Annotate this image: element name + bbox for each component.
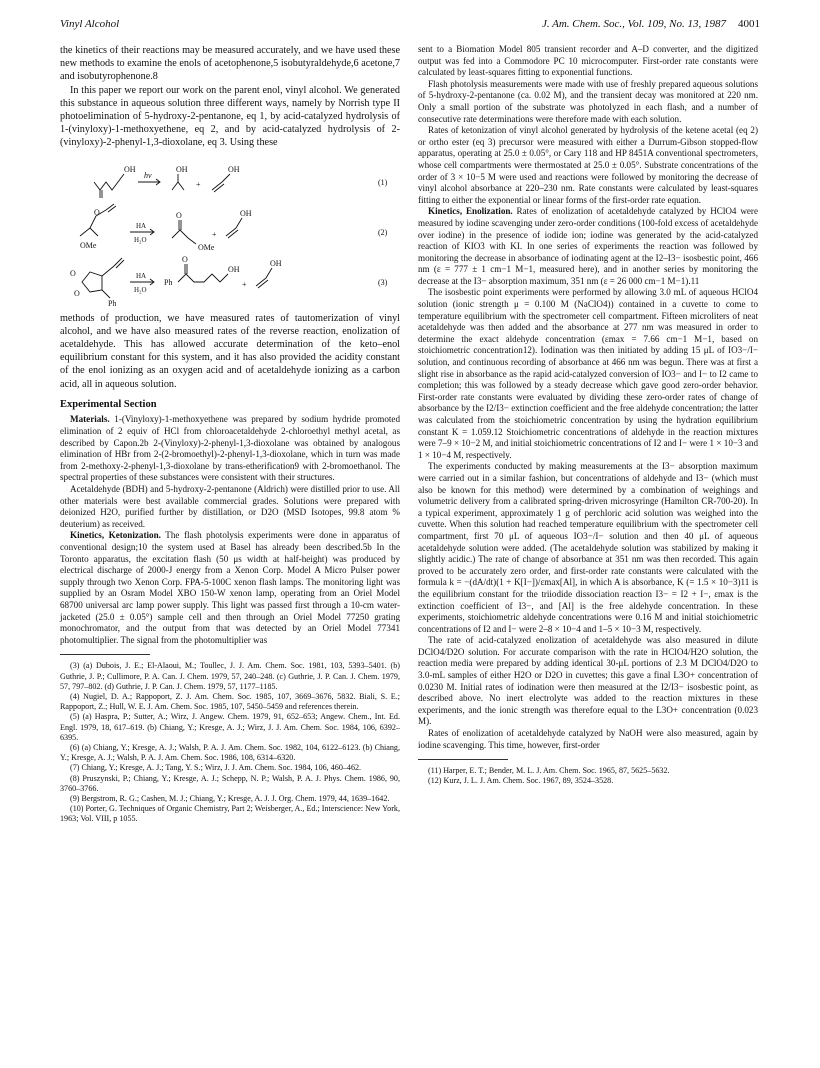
water-label: H₂O — [134, 235, 147, 244]
methoxy-label: OMe — [80, 240, 97, 250]
body-paragraph: Rates of ketonization of vinyl alcohol generated by hydrolysis of the ketene acetal (eq 2) or ortho ester (eq 3) precursor were measured with either a Durrum-Gibson stopped-flow apparatus, operating at 25.0 ± 0.05°, or Cary 118 and HP 8451A conventional spectrometers, whose cell compartments were thermostated at 25.0 ± 0.05°. Substrate concentrations of the order of 3 × 10−5 M were used and reactions were followed by monitoring the decrease of vinyl alcohol absorbance at 220–230 nm. Rate constants were calculated by least-squares fitting to either the exponential or linear forms of the first-order rate equation. — [418, 125, 758, 205]
equation-number: (3) — [378, 277, 388, 287]
ethylene — [214, 184, 224, 192]
plus-sign: + — [242, 279, 247, 289]
footnote: (9) Bergstrom, R. G.; Cashen, M. J.; Chiang, Y.; Kresge, A. J. J. Org. Chem. 1979, 44, 1639–1642. — [70, 793, 390, 803]
oxygen-label: O — [176, 210, 182, 220]
vinyl-double-bond — [106, 204, 114, 210]
enolization-paragraph — [418, 206, 758, 287]
footnote: (11) Harper, E. T.; Bender, M. L. J. Am. Chem. Soc. 1965, 87, 5625–5632. — [428, 766, 670, 776]
body-paragraph: The isosbestic point experiments were performed by allowing 3.0 mL of aqueous HClO4 solution (ionic strength μ = 0.100 M (NaClO4)) contained in a cuvette to come to temperature equilibrium with the spectrometer cell compartment. Fifteen microliters of neat acetaldehyde was then added and the absorbance at 277 nm was measured in order to determine the exact aldehyde concentration (εmax = 7.66 cm−1 M−1, based on stoichiometric concentration12). Iodination was then initiated by adding 15 μL of IO3−/I− solution, and continuous recording of absorbance at 466 nm was begun. There was at first a slight rise in absorbance as the rapid acid-catalyzed conversion of IO3− and I− to I2 came to completion; this was followed by a steady decrease which gave good zero-order behavior. First-order rate constants were evaluated by dividing these zero-order rates of change of absorbance by the I2/I3− extinction coefficient and the free aldehyde concentration; the latter was calculated from the stoichiometric concentration by using the hydration equilibrium constant K = 1.059.12 Stoichiometric concentrations of aldehyde in the reaction mixtures were 7–9 × 10−2 M, and initial stoichiometric concentrations of I2 and I− were 1 × 10−3 and 1 × 10−4 M, respectively. — [418, 287, 758, 460]
hydroxyl-label: OH — [228, 164, 240, 174]
oxygen-label: O — [94, 207, 100, 217]
hydroxyl-label: OH — [124, 164, 136, 174]
reaction-schemes — [60, 154, 400, 308]
body-paragraph: Acetaldehyde (BDH) and 5-hydroxy-2-pentanone (Aldrich) were distilled prior to use. All other materials were best available commercial grades. Solutions were prepared with deionized H2O, purified further by distillation, or D2O (MSD Isotopes, 99.8 atom % deuterium) as received. — [60, 484, 400, 529]
hydroxyl-label: OH — [176, 164, 188, 174]
left-column — [60, 44, 400, 825]
oxygen-label: O — [70, 268, 76, 278]
equation-number: (1) — [378, 177, 388, 187]
journal-citation — [542, 18, 760, 30]
footnote: (12) Kurz, J. L. J. Am. Chem. Soc. 1967, 89, 3524–3528. — [428, 776, 614, 786]
body-paragraph: Rates of enolization of acetaldehyde catalyzed by NaOH were also measured, again by iodine scavenging. This time, however, first-order — [418, 728, 758, 750]
hydroxyl-label: OH — [240, 208, 252, 218]
footnote: (4) Nugiel, D. A.; Rappoport, Z. J. Am. Chem. Soc. 1985, 107, 3669–3676, 5832. Biali, S. E.; Rappoport, Z.; Hull, W. E. J. Am. Chem. Soc. 1985, 107, 5450–5459 and references therein. — [60, 691, 400, 712]
vinyl-alcohol — [256, 278, 266, 286]
oxygen-label: O — [182, 254, 188, 264]
footnote-rule — [418, 759, 508, 760]
footnote: (8) Pruszynski, P.; Chiang, Y.; Kresge, A. J.; Schepp, N. P.; Walsh, P. A. J. Phys. Chem. 1986, 90, 3760–3766. — [60, 773, 400, 793]
oxygen-label: O — [74, 288, 80, 298]
phenyl-label: Ph — [108, 298, 117, 308]
run-in-heading: Kinetics, Enolization. — [428, 206, 513, 217]
vinyloxy-bond — [90, 216, 96, 228]
hydroxypentanone-skeleton — [94, 174, 124, 190]
hydroxyl-label: OH — [270, 258, 282, 268]
footnote: (5) (a) Haspra, P.; Sutter, A.; Wirz, J. Angew. Chem. 1979, 91, 652–653; Angew. Chem., Int. Ed. Engl. 1979, 18, 617–619. (b) Chiang, Y.; Kresge, A. J.; Wirz, J. J. Am. Chem. Soc. 1984, 106, 6392–6395. — [60, 712, 400, 742]
body-paragraph: methods of production, we have measured rates of tautomerization of vinyl alcohol, and we have also measured rates of the reverse reaction, enolization of acetaldehyde. This has allowed accurate determination of the keto–enol equilibrium constant for this system, and it has also provided the acidity constant of the enol ionizing as an oxygen acid and of acetaldehyde ionizing as a carbon acid, all in aqueous solution. — [60, 312, 400, 390]
paragraph-text: Rates of enolization of acetaldehyde catalyzed by HClO4 were measured by iodine scavenging under zero-order conditions (100-fold excess of acetaldehyde over iodine) in the presence of iodide ion; iodine was generated by the acid-catalyzed reaction of KIO3 with KI. In one series of experiments the reaction was followed by monitoring the decrease in absorbance of iodinating agent at the I2–I3− isosbestic point, 466 nm (ε = 777 ± 1 cm−1 M−1, measured here), and in another series by monitoring the decrease at the I3− absorption maximum, 351 nm (ε = 26 000 cm−1 M−1).11 — [418, 206, 759, 286]
paragraph-text: 1-(Vinyloxy)-1-methoxyethene was prepared by sodium hydride promoted elimination of 2 equiv of HCl from chloroacetaldehyde 2-chloroethyl methyl acetal, as described by Capon.2b 2-(Vinyloxy)-2-phenyl-1,3-dioxolane was obtained by analogous elimination of HBr from 2-(2-bromoethyl)-2-phenyl-1,3-dioxolane, which in turn was made from 2-methoxy-2-phenyl-1,3-dioxolane by trans-etherification9 with 2-bromoethanol. The spectral properties of these substances were consistent with their structures. — [60, 414, 400, 483]
intro-paragraph: In this paper we report our work on the parent enol, vinyl alcohol. We generated this substance in aqueous solution three different ways, namely by Norrish type II photoelimination of 5-hydroxy-2-pentanone, eq 1, by acid-catalyzed hydrolysis of 1-(vinyloxy)-1-methoxyethene, eq 2, and by acid-catalyzed hydrolysis of 2-(vinyloxy)-2-phenyl-1,3-dioxolane, eq 3. Using these — [60, 84, 400, 149]
vinyl-alcohol-oh-bond — [222, 174, 230, 182]
vinyl-alcohol-oh-bond — [266, 268, 272, 278]
body-paragraph: The experiments conducted by making measurements at the I3− absorption maximum were carried out in a similar fashion, but concentrations of aldehyde and I3− (which must also be known for this method) were determined by a combination of weighings and volumetric delivery from a calibrated spring-driven microsyringe (Hamilton CR-700-20). In a typical experiment, approximately 1 g of perchloric acid solution was weighed into the cuvette. When this solution had reached temperature equilibrium with the spectrometer cell compartment, first 70 μL of aqueous IO3−/I− solution and then 40 μL of aqueous acetaldehyde solution were added. (The acetaldehyde solution was stabilized by making it slightly acidic.) The rate of change of absorbance at 351 nm was then recorded. This again proved to be accurately zero order, and first-order rate constants were calculated with the formula k = −(dA/dt)(1 + K[I−])/εmax[Al], in which A is absorbance, K (= 1.5 × 10−3)11 is the equilibrium constant for the triiodide dissociation reaction I3− = I2 + I−, εmax is the extinction coefficient of I3−, and [Al] is the free aldehyde concentration. In these experiments, stoichiometric aldehyde concentrations were 0.16 M and initial stoichiometric concentrations of I2 and I− were 2–8 × 10−4 and 1–5 × 10−3 M, respectively. — [418, 461, 758, 634]
plus-sign: + — [212, 229, 217, 239]
vinyl-double-bond — [114, 258, 122, 266]
run-in-heading: Kinetics, Ketonization. — [70, 530, 161, 541]
vinyl-alcohol — [228, 230, 238, 238]
run-in-heading: Materials. — [70, 414, 110, 425]
section-title: Experimental Section — [60, 398, 157, 410]
running-head: Vinyl Alcohol — [60, 18, 120, 30]
footnote: (3) (a) Dubois, J. E.; El-Alaoui, M.; Toullec, J. J. Am. Chem. Soc. 1981, 103, 5393–5401. (b) Guthrie, J. P.; Cullimore, P. A. Can. J. Chem. 1979, 57, 240–248. (c) Guthrie, J. P. Can. J. Chem. 1979, 57, 797–802. (d) Guthrie, J. P. Can. J. Chem. 1979, 57, 1177–1185. — [60, 661, 400, 691]
footnote: (10) Porter, G. Techniques of Organic Chemistry, Part 2; Weisberger, A., Ed.; Interscience: New York, 1963; Vol. VIII, p 1055. — [60, 804, 400, 824]
equation-number: (2) — [378, 227, 388, 237]
right-column — [418, 44, 758, 787]
light-label: hν — [144, 170, 152, 180]
ester-chain — [178, 274, 228, 282]
body-paragraph: The rate of acid-catalyzed enolization of acetaldehyde was also measured in dilute DClO4/D2O solution. For accurate comparison with the rate in HClO4/H2O solution, the reaction media were prepared by adding identical 30-μL portions of 2.3 M DClO4/D2O to 3.0-mL samples of either H2O or D2O in cuvettes; this gave a final L3O+ concentration of 0.0230 M. Initial rates of iodination were then measured at the I2/I3− isosbestic point, as described above. No inert electrolyte was added to the reaction mixtures in these experiments, and the ionic strength was therefore equal to the L3O+ concentration (0.023 M). — [418, 635, 758, 727]
methoxy-label: OMe — [198, 242, 215, 252]
footnote-rule — [60, 654, 150, 655]
page-number: 4001 — [738, 18, 760, 30]
water-label: H₂O — [134, 285, 147, 294]
enol-skeleton — [172, 182, 184, 190]
footnote: (6) (a) Chiang, Y.; Kresge, A. J.; Walsh, P. A. J. Am. Chem. Soc. 1982, 104, 6122–6123. (b) Chiang, Y.; Kresge, A. J.; Walsh, P. A. J. Am. Chem. Soc. 1986, 108, 6314–6320. — [60, 742, 400, 763]
body-paragraph: sent to a Biomation Model 805 transient recorder and A–D converter, and the digitized output was fed into a Commodore PC 10 microcomputer. First-order rate constants were calculated by least-squares fitting to exponential functions. — [418, 44, 758, 78]
vinyl-alcohol — [258, 280, 268, 288]
ketonization-paragraph — [60, 530, 400, 646]
vinyl-double-bond — [116, 260, 124, 268]
acid-label: HA — [136, 271, 147, 280]
vinyloxy-bond — [102, 266, 114, 276]
vinyl-double-bond — [108, 206, 116, 212]
materials-paragraph — [60, 414, 400, 484]
intro-paragraph: the kinetics of their reactions may be measured accurately, and we have used these new methods to examine the enols of acetophenone,5 isobutyraldehyde,6 acetone,7 and isobutyrophenone.8 — [60, 45, 400, 83]
journal-name: J. Am. Chem. Soc., Vol. 109, No. 13, 1987 — [541, 18, 726, 30]
ester-skeleton — [172, 230, 196, 244]
acid-label: HA — [136, 221, 147, 230]
plus-sign: + — [196, 179, 201, 189]
phenyl-bond — [102, 290, 110, 298]
reaction-schemes-drawing — [60, 154, 400, 308]
dioxolane-ring — [82, 272, 102, 292]
ketene-acetal-skeleton — [80, 228, 98, 236]
footnote: (7) Chiang, Y.; Kresge, A. J.; Tang, Y. S.; Wirz, J. J. Am. Chem. Soc. 1984, 106, 460–462. — [70, 763, 362, 773]
vinyl-alcohol — [226, 228, 236, 236]
hydroxyl-label: OH — [228, 264, 240, 274]
phenyl-label: Ph — [164, 277, 173, 287]
vinyl-alcohol-oh-bond — [236, 218, 242, 228]
body-paragraph: Flash photolysis measurements were made with use of freshly prepared aqueous solutions of 5-hydroxy-2-pentanone (ca. 0.02 M), and the transient decay was monitored at 220 nm. Only a small portion of the substrate was photolyzed in each flash, and a number of consecutive rate determinations were therefore made with each solution. — [418, 78, 758, 124]
ethylene — [212, 182, 222, 190]
paragraph-text: The flash photolysis experiments were done in apparatus of conventional design;10 the system used at Basel has already been described.5b In the Toronto apparatus, the excitation flash (50 μs width at half-height) was produced by electrical discharge of 2000-J energy from a Xenon Corp. Model A Micro Pulser power supply through two Xenon Corp. FPA-5-100C xenon flash lamps. The monitoring light was supplied by an Osram Model XBO 150-W xenon lamp, operating from an Oriel Model 68700 universal arc lamp power supply. This light was passed first through a 10-cm water-jacketed (25.0 ± 0.05°) sample cell and then through an Oriel Model 77250 grating monochromator, and the output from that was detected by an Oriel Model 77341 photomultiplier. The signal from the photomultiplier was — [60, 530, 400, 645]
